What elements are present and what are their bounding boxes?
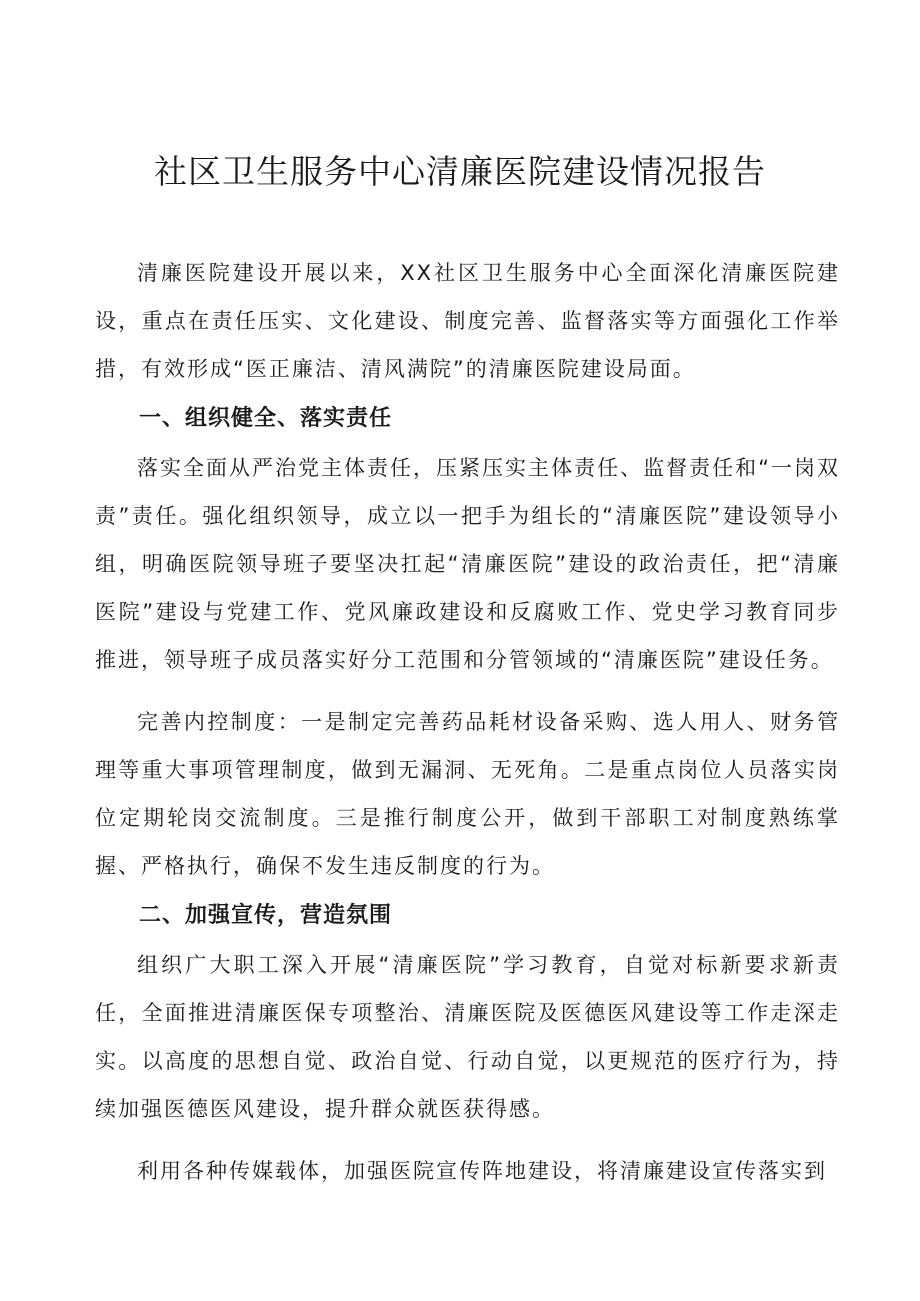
section-1-heading: 一、组织健全、落实责任 (139, 406, 393, 431)
document-body (95, 249, 840, 1195)
section-1-paragraph-2: 完善内控制度：一是制定完善药品耗材设备采购、选人用人、财务管理等重大事项管理制度，做到无漏洞、无死角。二是重点岗位人员落实岗位定期轮岗交流制度。三是推行制度公开，做到干部职工对制度熟练掌握、严格执行，确保不发生违反制度的行为。 (95, 710, 840, 878)
section-1-paragraph-1: 落实全面从严治党主体责任，压紧压实主体责任、监督责任和“一岗双责”责任。强化组织领导，成立以一把手为组长的“清廉医院”建设领导小组，明确医院领导班子要坚决扛起“清廉医院”建设的政治责任，把“清廉医院”建设与党建工作、党风廉政建设和反腐败工作、党史学习教育同步推进，领导班子成员落实好分工范围和分管领域的“清廉医院”建设任务。 (95, 456, 840, 672)
page-title: 社区卫生服务中心清廉医院建设情况报告 (154, 152, 766, 191)
section-2-heading: 二、加强宣传，营造氛围 (139, 903, 393, 928)
section-2-paragraph-1: 组织广大职工深入开展“清廉医院”学习教育，自觉对标新要求新责任，全面推进清廉医保专项整治、清廉医院及医德医风建设等工作走深走实。以高度的思想自觉、政治自觉、行动自觉，以更规范的医疗行为，持续加强医德医风建设，提升群众就医获得感。 (95, 953, 840, 1121)
intro-paragraph: 清廉医院建设开展以来，XX社区卫生服务中心全面深化清廉医院建设，重点在责任压实、文化建设、制度完善、监督落实等方面强化工作举措，有效形成“医正廉洁、清风满院”的清廉医院建设局面。 (95, 261, 840, 381)
section-2-paragraph-2: 利用各种传媒载体，加强医院宣传阵地建设，将清廉建设宣传落实到 (137, 1159, 827, 1183)
